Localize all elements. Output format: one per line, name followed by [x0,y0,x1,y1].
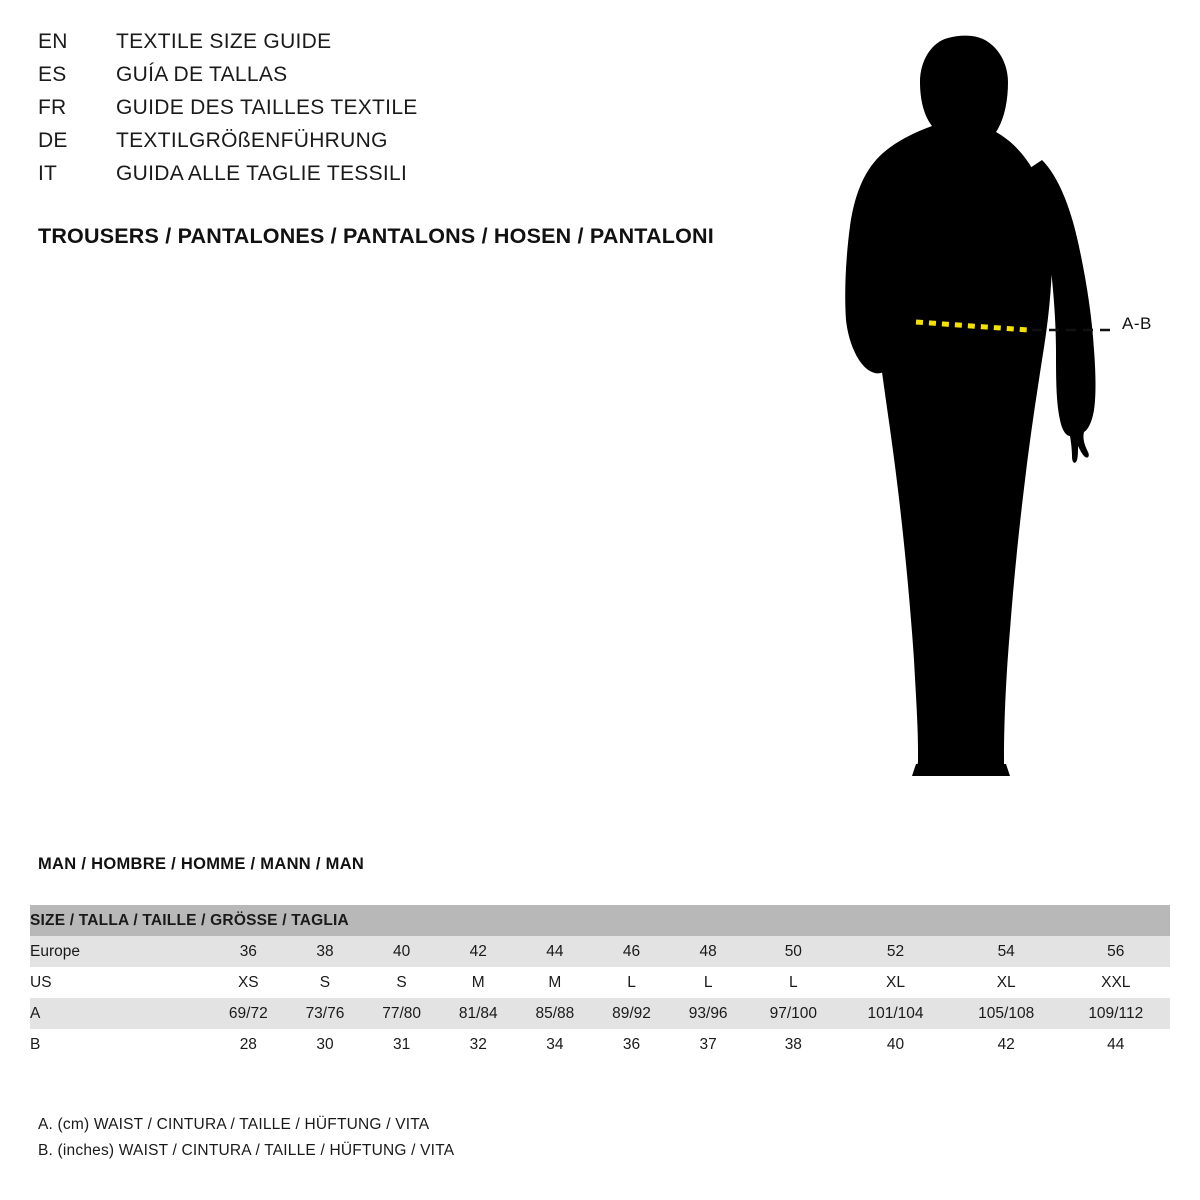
cell-value: 101/104 [840,998,951,1029]
language-text: GUÍA DE TALLAS [116,63,288,86]
cell-value: 34 [517,1029,594,1060]
cell-value: XXL [1062,967,1170,998]
footnotes [38,1112,454,1164]
row-label: Europe [30,936,210,967]
row-label: A [30,998,210,1029]
language-code: DE [38,129,68,152]
cell-value: 40 [363,936,440,967]
cell-value: S [287,967,364,998]
footnote-b: B. (inches) WAIST / CINTURA / TAILLE / HÜFTUNG / VITA [38,1142,455,1159]
cell-value: 40 [840,1029,951,1060]
body-silhouette-figure [820,20,1200,800]
cell-value: L [746,967,840,998]
language-row [38,96,798,129]
table-header-row [30,905,1170,936]
language-list [38,30,798,195]
language-code: IT [38,162,58,185]
language-text: TEXTILE SIZE GUIDE [116,30,332,53]
cell-value: 109/112 [1062,998,1170,1029]
cell-value: 73/76 [287,998,364,1029]
cell-value: 30 [287,1029,364,1060]
cell-value: L [670,967,747,998]
language-row [38,162,798,195]
cell-value: 42 [440,936,517,967]
cell-value: 105/108 [951,998,1062,1029]
garment-type-title: TROUSERS / PANTALONES / PANTALONS / HOSEN / PANTALONI [38,224,714,248]
language-row [38,129,798,162]
language-row [38,63,798,96]
measure-label-ab: A-B [1122,314,1152,333]
language-text: TEXTILGRÖßENFÜHRUNG [116,129,388,152]
cell-value: 44 [1062,1029,1170,1060]
cell-value: 37 [670,1029,747,1060]
table-row [30,998,1170,1029]
cell-value: S [363,967,440,998]
cell-value: 32 [440,1029,517,1060]
cell-value: XS [210,967,287,998]
table-row [30,936,1170,967]
table-row [30,1029,1170,1060]
cell-value: 69/72 [210,998,287,1029]
table-row [30,967,1170,998]
footnote-a: A. (cm) WAIST / CINTURA / TAILLE / HÜFTUNG / VITA [38,1116,430,1133]
size-table [30,905,1170,1060]
cell-value: 46 [593,936,670,967]
cell-value: 97/100 [746,998,840,1029]
cell-value: 31 [363,1029,440,1060]
cell-value: 93/96 [670,998,747,1029]
cell-value: XL [840,967,951,998]
cell-value: M [517,967,594,998]
cell-value: 28 [210,1029,287,1060]
cell-value: M [440,967,517,998]
row-label: US [30,967,210,998]
cell-value: 50 [746,936,840,967]
cell-value: 81/84 [440,998,517,1029]
cell-value: 52 [840,936,951,967]
cell-value: 38 [746,1029,840,1060]
cell-value: XL [951,967,1062,998]
silhouette-shape [845,36,1095,776]
cell-value: 48 [670,936,747,967]
language-row [38,30,798,63]
language-text: GUIDA ALLE TAGLIE TESSILI [116,162,408,185]
language-code: ES [38,63,67,86]
cell-value: 77/80 [363,998,440,1029]
table-section-title: MAN / HOMBRE / HOMME / MANN / MAN [38,855,365,873]
cell-value: 42 [951,1029,1062,1060]
language-code: EN [38,30,68,53]
table-header-label: SIZE / TALLA / TAILLE / GRÖSSE / TAGLIA [30,905,1170,936]
cell-value: 38 [287,936,364,967]
cell-value: 56 [1062,936,1170,967]
cell-value: 89/92 [593,998,670,1029]
language-code: FR [38,96,67,119]
cell-value: 44 [517,936,594,967]
row-label: B [30,1029,210,1060]
cell-value: L [593,967,670,998]
cell-value: 85/88 [517,998,594,1029]
cell-value: 54 [951,936,1062,967]
cell-value: 36 [593,1029,670,1060]
language-text: GUIDE DES TAILLES TEXTILE [116,96,418,119]
cell-value: 36 [210,936,287,967]
